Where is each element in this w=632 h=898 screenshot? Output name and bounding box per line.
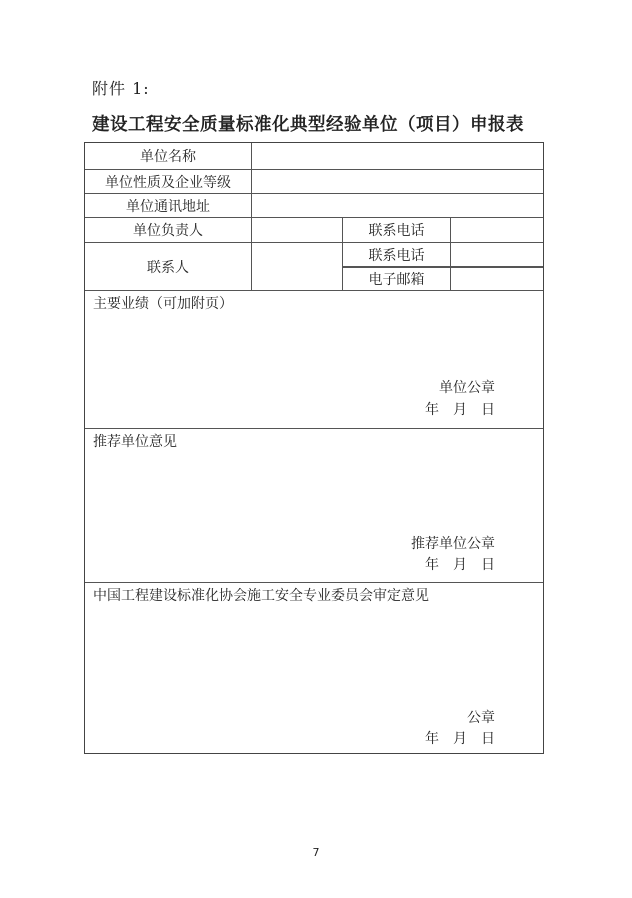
unit-address-field[interactable] [252,194,543,217]
email-label: 电子邮箱 [368,272,425,288]
achievements-section[interactable] [85,291,543,428]
unit-address-label: 单位通讯地址 [126,198,210,215]
form-title: 建设工程安全质量标准化典型经验单位（项目）申报表 [92,115,524,135]
contact-person-label: 联系人 [147,259,189,276]
unit-head-label: 单位负责人 [133,223,203,239]
recommendation-section[interactable] [85,429,543,582]
unit-nature-grade-label: 单位性质及企业等级 [105,174,231,191]
date-line: 年 月 日 [425,402,495,418]
contact-person-phone-field[interactable] [451,243,543,266]
official-seal-label: 公章 [467,710,495,726]
recommending-unit-seal-label: 推荐单位公章 [411,536,495,552]
committee-review-label: 中国工程建设标准化协会施工安全专业委员会审定意见 [93,588,429,604]
achievements-label: 主要业绩（可加附页） [93,296,233,312]
unit-name-label: 单位名称 [140,149,196,165]
contact-phone-label: 联系电话 [368,223,425,239]
recommendation-label: 推荐单位意见 [93,434,177,450]
committee-review-section[interactable] [85,583,543,753]
unit-head-field[interactable] [252,218,342,242]
contact-person-field[interactable] [252,243,342,290]
unit-name-field[interactable] [252,143,543,169]
date-line: 年 月 日 [425,557,495,573]
unit-nature-grade-field[interactable] [252,170,543,193]
page-number: 7 [312,846,320,859]
contact-phone-label: 联系电话 [368,247,425,264]
application-form-table [84,142,544,754]
attachment-label: 附件 1: [92,79,150,98]
email-field[interactable] [451,268,543,290]
unit-head-phone-field[interactable] [451,218,543,242]
unit-seal-label: 单位公章 [439,380,495,396]
date-line: 年 月 日 [425,731,495,747]
